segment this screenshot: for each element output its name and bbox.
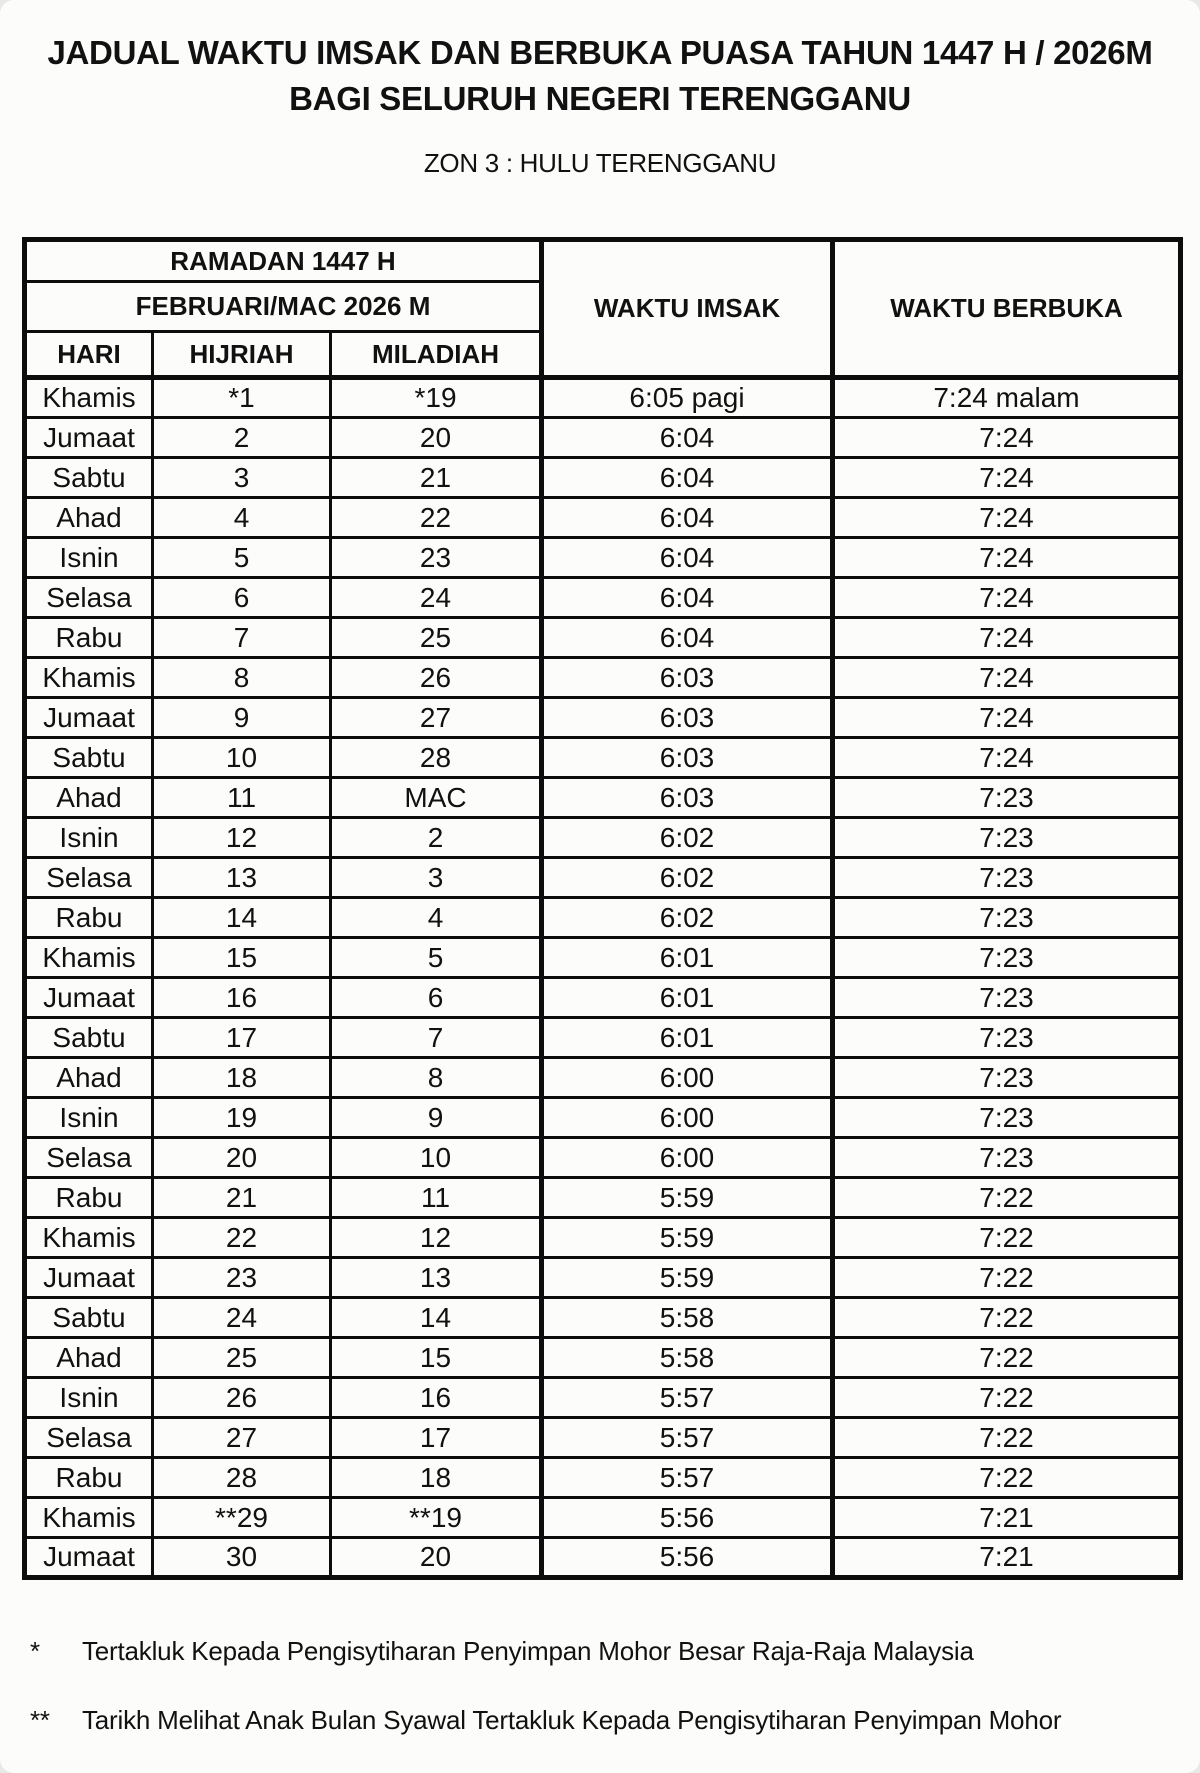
cell-miladiah: 25 — [331, 618, 542, 658]
cell-berbuka: 7:21 — [833, 1498, 1181, 1538]
cell-berbuka: 7:22 — [833, 1218, 1181, 1258]
cell-berbuka: 7:22 — [833, 1258, 1181, 1298]
cell-hijriah: 26 — [153, 1378, 331, 1418]
table-row — [25, 578, 1181, 618]
page-title-line2: BAGI SELURUH NEGERI TERENGGANU — [289, 80, 911, 117]
cell-miladiah: 6 — [331, 978, 542, 1018]
cell-hari: Jumaat — [25, 418, 153, 458]
cell-imsak: 6:01 — [542, 938, 833, 978]
cell-imsak: 6:03 — [542, 698, 833, 738]
cell-hijriah: 23 — [153, 1258, 331, 1298]
table-row — [25, 898, 1181, 938]
cell-miladiah: 23 — [331, 538, 542, 578]
cell-miladiah: 3 — [331, 858, 542, 898]
cell-miladiah: 20 — [331, 418, 542, 458]
cell-imsak: 5:59 — [542, 1218, 833, 1258]
table-row — [25, 1338, 1181, 1378]
cell-miladiah: 28 — [331, 738, 542, 778]
schedule-table — [22, 237, 1183, 1580]
cell-miladiah: 5 — [331, 938, 542, 978]
table-row — [25, 418, 1181, 458]
cell-miladiah: 17 — [331, 1418, 542, 1458]
table-row — [25, 698, 1181, 738]
footnote-2-marker: ** — [30, 1705, 50, 1735]
cell-miladiah: 20 — [331, 1538, 542, 1578]
cell-berbuka: 7:22 — [833, 1378, 1181, 1418]
cell-imsak: 6:02 — [542, 898, 833, 938]
cell-hijriah: **29 — [153, 1498, 331, 1538]
header-hijriah: HIJRIAH — [153, 332, 331, 378]
cell-miladiah: 12 — [331, 1218, 542, 1258]
table-row — [25, 938, 1181, 978]
table-row — [25, 978, 1181, 1018]
cell-imsak: 5:58 — [542, 1298, 833, 1338]
cell-berbuka: 7:23 — [833, 1058, 1181, 1098]
cell-hijriah: 21 — [153, 1178, 331, 1218]
cell-hari: Selasa — [25, 1138, 153, 1178]
table-row — [25, 1458, 1181, 1498]
cell-imsak: 6:00 — [542, 1058, 833, 1098]
cell-hari: Ahad — [25, 498, 153, 538]
cell-imsak: 6:04 — [542, 578, 833, 618]
cell-hari: Ahad — [25, 778, 153, 818]
cell-hijriah: 30 — [153, 1538, 331, 1578]
cell-berbuka: 7:22 — [833, 1418, 1181, 1458]
cell-berbuka: 7:22 — [833, 1298, 1181, 1338]
cell-imsak: 6:00 — [542, 1098, 833, 1138]
cell-imsak: 5:57 — [542, 1458, 833, 1498]
cell-miladiah: 10 — [331, 1138, 542, 1178]
cell-imsak: 5:56 — [542, 1538, 833, 1578]
cell-hari: Selasa — [25, 858, 153, 898]
table-row — [25, 498, 1181, 538]
cell-berbuka: 7:22 — [833, 1458, 1181, 1498]
cell-imsak: 5:59 — [542, 1258, 833, 1298]
header-hari: HARI — [25, 332, 153, 378]
footnote-1-marker: * — [30, 1636, 40, 1666]
cell-berbuka: 7:23 — [833, 938, 1181, 978]
cell-hijriah: 7 — [153, 618, 331, 658]
cell-miladiah: 9 — [331, 1098, 542, 1138]
cell-hari: Jumaat — [25, 1538, 153, 1578]
cell-hari: Rabu — [25, 1458, 153, 1498]
cell-imsak: 6:05 pagi — [542, 378, 833, 418]
header-ramadan: RAMADAN 1447 H — [25, 240, 542, 282]
cell-hijriah: 18 — [153, 1058, 331, 1098]
cell-imsak: 5:57 — [542, 1378, 833, 1418]
cell-hijriah: 10 — [153, 738, 331, 778]
cell-imsak: 6:00 — [542, 1138, 833, 1178]
cell-hijriah: 6 — [153, 578, 331, 618]
table-row — [25, 458, 1181, 498]
cell-berbuka: 7:23 — [833, 898, 1181, 938]
cell-hari: Isnin — [25, 1378, 153, 1418]
cell-hari: Sabtu — [25, 1298, 153, 1338]
cell-imsak: 6:02 — [542, 818, 833, 858]
cell-miladiah: 21 — [331, 458, 542, 498]
cell-miladiah: 27 — [331, 698, 542, 738]
cell-hari: Khamis — [25, 378, 153, 418]
cell-berbuka: 7:24 — [833, 418, 1181, 458]
page-title-line1: JADUAL WAKTU IMSAK DAN BERBUKA PUASA TAHUN 1447 H / 2026M — [47, 34, 1153, 71]
cell-hijriah: 20 — [153, 1138, 331, 1178]
table-row — [25, 1498, 1181, 1538]
cell-hari: Rabu — [25, 1178, 153, 1218]
table-row — [25, 1298, 1181, 1338]
table-row — [25, 658, 1181, 698]
cell-imsak: 5:59 — [542, 1178, 833, 1218]
cell-hijriah: 2 — [153, 418, 331, 458]
table-row — [25, 1138, 1181, 1178]
cell-miladiah: **19 — [331, 1498, 542, 1538]
table-row — [25, 378, 1181, 418]
cell-berbuka: 7:23 — [833, 818, 1181, 858]
header-row-ramadan — [25, 240, 1181, 282]
cell-berbuka: 7:21 — [833, 1538, 1181, 1578]
header-miladiah: MILADIAH — [331, 332, 542, 378]
cell-berbuka: 7:24 — [833, 498, 1181, 538]
cell-imsak: 6:03 — [542, 658, 833, 698]
table-row — [25, 1538, 1181, 1578]
cell-hijriah: 5 — [153, 538, 331, 578]
cell-hijriah: 15 — [153, 938, 331, 978]
cell-hari: Khamis — [25, 938, 153, 978]
cell-hijriah: 19 — [153, 1098, 331, 1138]
cell-miladiah: 4 — [331, 898, 542, 938]
cell-hari: Jumaat — [25, 1258, 153, 1298]
cell-miladiah: 7 — [331, 1018, 542, 1058]
table-row — [25, 1098, 1181, 1138]
table-row — [25, 1418, 1181, 1458]
cell-hari: Ahad — [25, 1058, 153, 1098]
cell-hijriah: 13 — [153, 858, 331, 898]
table-row — [25, 1018, 1181, 1058]
cell-hijriah: 25 — [153, 1338, 331, 1378]
cell-hijriah: 8 — [153, 658, 331, 698]
cell-hari: Sabtu — [25, 738, 153, 778]
cell-hijriah: 3 — [153, 458, 331, 498]
cell-hari: Isnin — [25, 538, 153, 578]
footnotes — [30, 1636, 1200, 1736]
cell-imsak: 6:04 — [542, 498, 833, 538]
cell-berbuka: 7:24 — [833, 538, 1181, 578]
table-row — [25, 858, 1181, 898]
table-row — [25, 1218, 1181, 1258]
cell-hari: Jumaat — [25, 978, 153, 1018]
cell-berbuka: 7:24 — [833, 458, 1181, 498]
cell-berbuka: 7:22 — [833, 1178, 1181, 1218]
cell-berbuka: 7:22 — [833, 1338, 1181, 1378]
cell-hijriah: *1 — [153, 378, 331, 418]
cell-berbuka: 7:23 — [833, 1098, 1181, 1138]
table-row — [25, 618, 1181, 658]
cell-hari: Khamis — [25, 1498, 153, 1538]
schedule-body — [25, 378, 1181, 1578]
header-gregorian: FEBRUARI/MAC 2026 M — [25, 282, 542, 332]
cell-berbuka: 7:23 — [833, 1018, 1181, 1058]
cell-hari: Sabtu — [25, 1018, 153, 1058]
cell-miladiah: 26 — [331, 658, 542, 698]
cell-berbuka: 7:24 — [833, 698, 1181, 738]
cell-miladiah: 18 — [331, 1458, 542, 1498]
cell-hari: Khamis — [25, 658, 153, 698]
cell-hijriah: 24 — [153, 1298, 331, 1338]
cell-imsak: 6:03 — [542, 738, 833, 778]
cell-hari: Jumaat — [25, 698, 153, 738]
table-row — [25, 1378, 1181, 1418]
cell-berbuka: 7:23 — [833, 978, 1181, 1018]
cell-miladiah: MAC — [331, 778, 542, 818]
table-row — [25, 778, 1181, 818]
cell-hari: Ahad — [25, 1338, 153, 1378]
cell-hijriah: 12 — [153, 818, 331, 858]
cell-imsak: 5:57 — [542, 1418, 833, 1458]
cell-berbuka: 7:24 — [833, 618, 1181, 658]
cell-hijriah: 27 — [153, 1418, 331, 1458]
cell-imsak: 5:58 — [542, 1338, 833, 1378]
cell-hijriah: 14 — [153, 898, 331, 938]
table-row — [25, 1178, 1181, 1218]
cell-imsak: 6:01 — [542, 1018, 833, 1058]
cell-imsak: 6:03 — [542, 778, 833, 818]
cell-hari: Selasa — [25, 578, 153, 618]
cell-miladiah: 16 — [331, 1378, 542, 1418]
cell-imsak: 6:02 — [542, 858, 833, 898]
cell-hijriah: 9 — [153, 698, 331, 738]
cell-hijriah: 17 — [153, 1018, 331, 1058]
cell-berbuka: 7:24 malam — [833, 378, 1181, 418]
table-row — [25, 1058, 1181, 1098]
cell-berbuka: 7:24 — [833, 578, 1181, 618]
cell-hijriah: 16 — [153, 978, 331, 1018]
cell-hari: Rabu — [25, 898, 153, 938]
cell-imsak: 6:04 — [542, 458, 833, 498]
cell-hari: Sabtu — [25, 458, 153, 498]
cell-miladiah: 22 — [331, 498, 542, 538]
cell-hijriah: 11 — [153, 778, 331, 818]
cell-hari: Isnin — [25, 818, 153, 858]
cell-berbuka: 7:24 — [833, 658, 1181, 698]
footnote-1-text: Tertakluk Kepada Pengisytiharan Penyimpan Mohor Besar Raja-Raja Malaysia — [82, 1636, 974, 1666]
cell-miladiah: 13 — [331, 1258, 542, 1298]
table-row — [25, 1258, 1181, 1298]
footnote-1 — [30, 1636, 1200, 1667]
table-row — [25, 538, 1181, 578]
footnote-2-text: Tarikh Melihat Anak Bulan Syawal Tertakluk Kepada Pengisytiharan Penyimpan Mohor — [82, 1705, 1062, 1735]
cell-miladiah: 15 — [331, 1338, 542, 1378]
cell-berbuka: 7:24 — [833, 738, 1181, 778]
cell-berbuka: 7:23 — [833, 858, 1181, 898]
footnote-2 — [30, 1705, 1200, 1736]
cell-miladiah: 24 — [331, 578, 542, 618]
zone-subtitle: ZON 3 : HULU TERENGGANU — [423, 148, 777, 178]
cell-imsak: 6:01 — [542, 978, 833, 1018]
cell-miladiah: 14 — [331, 1298, 542, 1338]
header-waktu-berbuka: WAKTU BERBUKA — [833, 240, 1181, 378]
cell-hijriah: 4 — [153, 498, 331, 538]
table-row — [25, 738, 1181, 778]
cell-miladiah: 11 — [331, 1178, 542, 1218]
page-title — [0, 30, 1200, 122]
cell-miladiah: 8 — [331, 1058, 542, 1098]
cell-hari: Isnin — [25, 1098, 153, 1138]
cell-berbuka: 7:23 — [833, 1138, 1181, 1178]
cell-imsak: 5:56 — [542, 1498, 833, 1538]
cell-imsak: 6:04 — [542, 618, 833, 658]
cell-hari: Rabu — [25, 618, 153, 658]
cell-imsak: 6:04 — [542, 418, 833, 458]
cell-hari: Selasa — [25, 1418, 153, 1458]
cell-miladiah: *19 — [331, 378, 542, 418]
cell-imsak: 6:04 — [542, 538, 833, 578]
cell-hijriah: 22 — [153, 1218, 331, 1258]
cell-miladiah: 2 — [331, 818, 542, 858]
table-row — [25, 818, 1181, 858]
header-waktu-imsak: WAKTU IMSAK — [542, 240, 833, 378]
cell-hari: Khamis — [25, 1218, 153, 1258]
cell-hijriah: 28 — [153, 1458, 331, 1498]
cell-berbuka: 7:23 — [833, 778, 1181, 818]
